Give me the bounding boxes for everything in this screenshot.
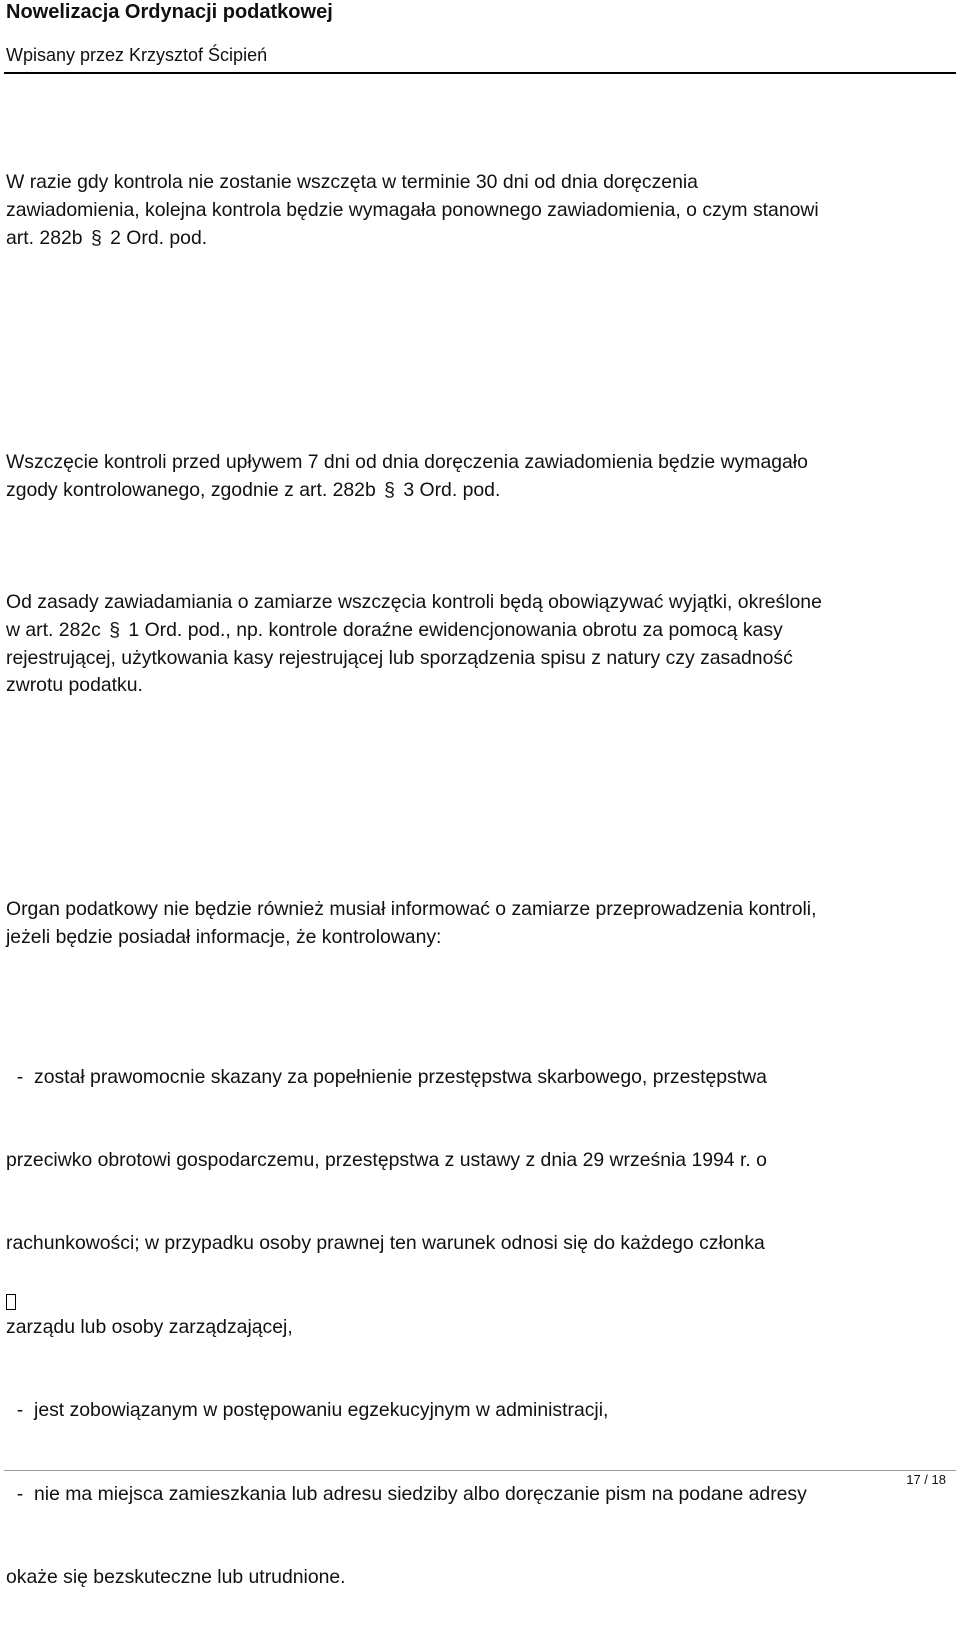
- paragraph-3-line-4: zwrotu podatku.: [6, 674, 143, 697]
- header-divider: [4, 72, 956, 74]
- paragraph-5-list: [6, 1008, 956, 1647]
- paragraph-3-line-1: Od zasady zawiadamiania o zamiarze wszczęcia kontroli będą obowiązywać wyjątki, określone: [6, 591, 822, 613]
- section-sign: §: [109, 618, 121, 641]
- list-item-continuation: przeciwko obrotowi gospodarczemu, przestępstwa z ustawy z dnia 29 września 1994 r. o: [6, 1148, 767, 1171]
- citation-article: w art. 282c: [6, 618, 101, 641]
- paragraph-1-line-2: zawiadomienia, kolejna kontrola będzie wymagała ponownego zawiadomienia, o czym stanowi: [6, 198, 819, 221]
- paragraph-4-line-2: jeżeli będzie posiadał informacje, że kontrolowany:: [6, 925, 442, 948]
- paragraph-1-line-1: W razie gdy kontrola nie zostanie wszczęta w terminie 30 dni od dnia doręczenia: [6, 171, 698, 193]
- paragraph-4-line-1: Organ podatkowy nie będzie również musiał informować o zamiarze przeprowadzenia kontroli,: [6, 898, 817, 920]
- paragraph-3: [6, 589, 956, 700]
- author-line: Wpisany przez Krzysztof Ścipień: [6, 45, 268, 65]
- page-title: Nowelizacja Ordynacji podatkowej: [6, 1, 333, 23]
- section-sign: §: [90, 226, 102, 249]
- paragraph-3-line-3: rejestrującej, użytkowania kasy rejestrującej lub sporządzenia spisu z natury czy zasadność: [6, 646, 793, 669]
- paragraph-2-line-2: [6, 477, 956, 505]
- list-item: - jest zobowiązanym w postępowaniu egzekucyjnym w administracji,: [6, 1399, 609, 1422]
- paragraph-1-line-3: [6, 225, 956, 253]
- citation-rest: 1 Ord. pod., np. kontrole doraźne ewidencjonowania obrotu za pomocą kasy: [128, 618, 783, 641]
- list-item: - został prawomocnie skazany za popełnienie przestępstwa skarbowego, przestępstwa: [6, 1065, 767, 1088]
- paragraph-4: [6, 896, 956, 952]
- paragraph-1: [6, 169, 956, 252]
- footer-divider: [4, 1470, 956, 1471]
- citation-rest: 2 Ord. pod.: [110, 226, 208, 249]
- list-item-continuation: okaże się bezskuteczne lub utrudnione.: [6, 1565, 346, 1588]
- page-number: 17 / 18: [906, 1472, 946, 1487]
- citation-article: zgody kontrolowanego, zgodnie z art. 282b: [6, 478, 376, 501]
- section-sign: §: [384, 478, 395, 501]
- paragraph-2: [6, 449, 956, 505]
- missing-glyph-box: [6, 1294, 16, 1310]
- citation-article: art. 282b: [6, 226, 83, 249]
- list-item-continuation: zarządu lub osoby zarządzającej,: [6, 1315, 293, 1338]
- paragraph-3-line-2: [6, 617, 956, 645]
- list-item-continuation: rachunkowości; w przypadku osoby prawnej ten warunek odnosi się do każdego członka: [6, 1232, 765, 1255]
- citation-rest: 3 Ord. pod.: [403, 478, 501, 501]
- paragraph-2-line-1: Wszczęcie kontroli przed upływem 7 dni od dnia doręczenia zawiadomienia będzie wymagało: [6, 451, 808, 473]
- list-item: - nie ma miejsca zamieszkania lub adresu siedziby albo doręczanie pism na podane adresy: [6, 1482, 807, 1505]
